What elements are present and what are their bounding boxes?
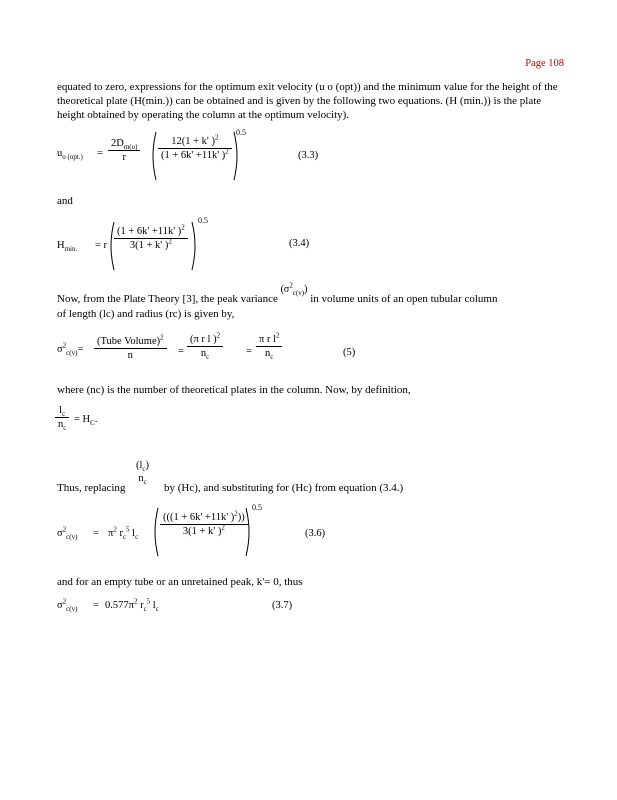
eq33-inner-fraction: $\frac{12(1 + k' )^2}{(1 + 6k' +11k' )^2}$ <box>158 136 232 161</box>
paragraph-empty-tube: and for an empty tube or an unretained peak, k'= 0, thus <box>57 576 303 588</box>
paragraph-thus-b: by (Hc), and substituting for (Hc) from equation (3.4.) <box>164 482 404 494</box>
eq34-exponent: 0.5 <box>198 216 208 225</box>
eq36-lhs: $\sigma^2_{c(v)}$ <box>57 525 78 542</box>
eq5-fraction-2: $\frac{(\pi r l )^2}{n_c}$ <box>187 334 223 359</box>
eq37-equals: = <box>93 600 99 611</box>
eq34-inner-fraction: $\frac{(1 + 6k' +11k' )^2}{3(1 + k' )^2}$ <box>114 226 188 251</box>
sigma-inline: $(\sigma^2_{c(v)})$ <box>280 281 308 297</box>
eq36-coef: $\pi^2$ $r_c^5$ $l_c$ <box>108 525 139 542</box>
eq33-lhs: $u_{o (opt.)}$ <box>57 148 83 162</box>
eq36-inner-fraction: $\frac{(((1 + 6k' +11k' )^2))}{3(1 + k' )^2}$ <box>160 512 248 537</box>
eq36-exponent: 0.5 <box>252 503 262 512</box>
page-number: Page 108 <box>525 58 564 69</box>
eq5-fraction-1: (Tube Volume)$^2$ n <box>94 336 167 361</box>
eq33-exponent: 0.5 <box>236 128 246 137</box>
def-fraction: $\frac{l_c}{n_c}$ <box>55 405 69 430</box>
eq36-equals: = <box>93 528 99 539</box>
def-rhs: = $H_C$. <box>74 414 98 428</box>
eq36-number: (3.6) <box>305 528 326 539</box>
eq5-number: (5) <box>343 347 356 358</box>
paragraph-and: and <box>57 195 73 207</box>
eq33-equals: = <box>97 148 103 159</box>
eq33-number: (3.3) <box>298 150 319 161</box>
paragraph-intro: equated to zero, expressions for the optimum exit velocity (u o (opt)) and the minimum value for the height of the theoretical plate (H(min.)) can be obtained and is given by the following two equations. (H (min.)) is the plate height obtained by operating the column at the optimum velocity). <box>57 81 558 121</box>
eq5-lhs: $\sigma^2_{c(v)}=$ <box>57 341 84 358</box>
eq37-number: (3.7) <box>272 600 293 611</box>
eq5-equals-2: = <box>178 346 184 357</box>
eq37-lhs: $\sigma^2_{c(v)}$ <box>57 597 78 614</box>
eq37-rhs: $0.577\pi^2$ $r_c^5$ $l_c$ <box>105 597 159 614</box>
replace-fraction: $(l_c)$ $n_c$ <box>136 460 150 487</box>
eq34-lhs: $H_{min.}$ <box>57 240 78 254</box>
paragraph-plate-theory: Now, from the Plate Theory [3], the peak variance $(\sigma^2_{c(v)})$ in volume units of an open tubular column of length (lc) and radius (rc) is given by, <box>57 281 498 320</box>
eq34-number: (3.4) <box>289 238 310 249</box>
eq34-equals: = r <box>95 240 108 251</box>
eq5-fraction-3: $\frac{\pi r l^2}{n_c}$ <box>256 334 282 359</box>
paragraph-thus-a: Thus, replacing <box>57 482 126 494</box>
eq33-fraction-1: $\frac{2D_{m(o)}}{r}$ <box>108 138 140 163</box>
eq5-equals-3: = <box>246 346 252 357</box>
paragraph-where: where (nc) is the number of theoretical plates in the column. Now, by definition, <box>57 384 411 396</box>
